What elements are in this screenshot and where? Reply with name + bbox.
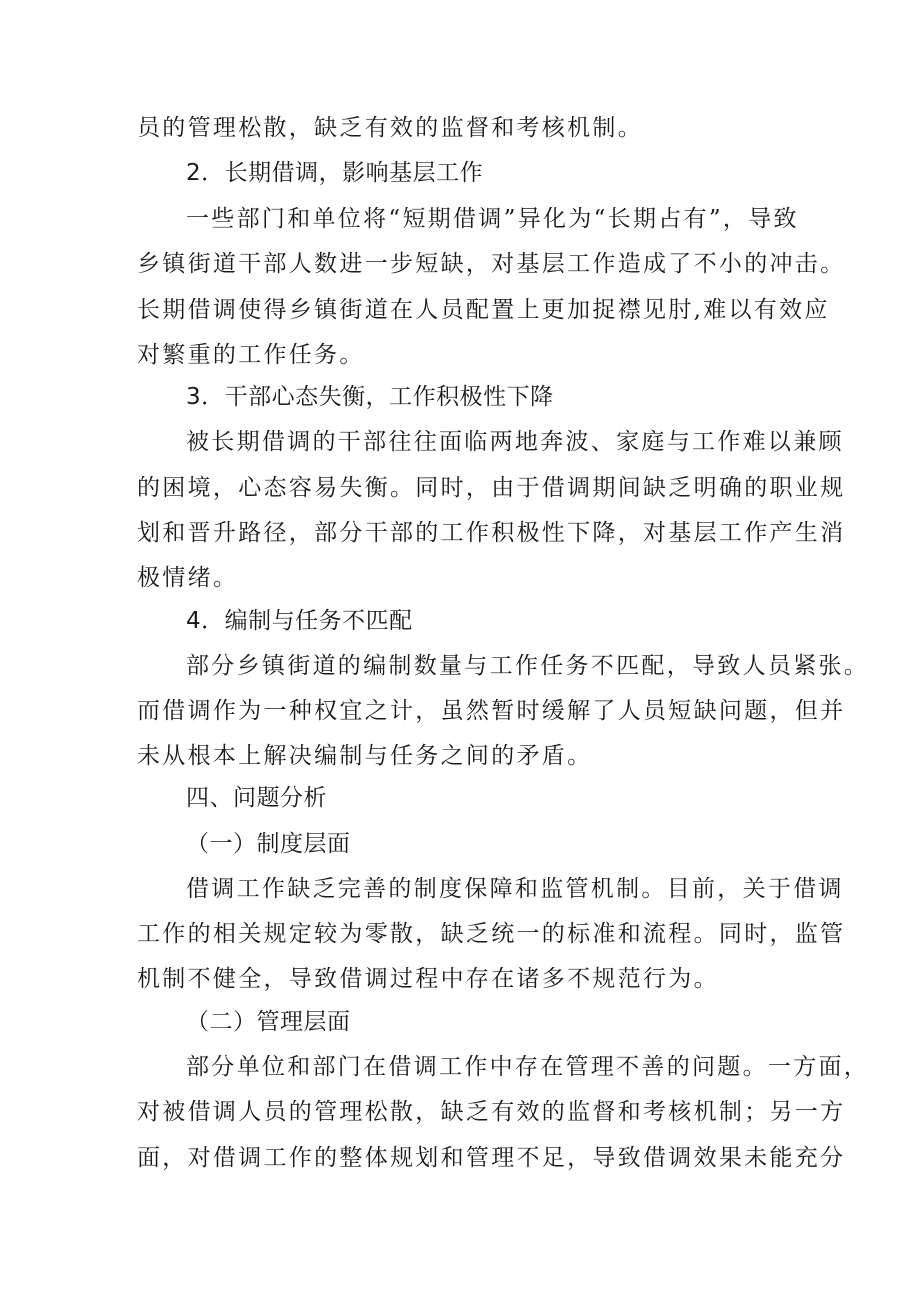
body-text-line: 划和晋升路径，部分干部的工作积极性下降，对基层工作产生消 <box>137 520 846 546</box>
body-text-line: 员的管理松散，缺乏有效的监督和考核机制。 <box>137 115 643 141</box>
section-heading-3: 3．干部心态失衡，工作积极性下降 <box>186 384 554 410</box>
body-text-line: 被长期借调的干部往往面临两地奔波、家庭与工作难以兼顾 <box>186 429 844 455</box>
body-text-line: 而借调作为一种权宜之计，虽然暂时缓解了人员短缺问题，但并 <box>137 698 846 724</box>
section-heading-4: 4．编制与任务不匹配 <box>186 608 413 634</box>
body-text-line: 对繁重的工作任务。 <box>137 342 365 368</box>
body-text-line: 一些部门和单位将“短期借调”异化为“长期占有”，导致 <box>186 206 799 232</box>
section-heading-2: 2．长期借调，影响基层工作 <box>186 160 484 186</box>
body-text-line: 的困境，心态容易失衡。同时，由于借调期间缺乏明确的职业规 <box>137 475 846 501</box>
body-text-line: 乡镇街道干部人数进一步短缺，对基层工作造成了不小的冲击。 <box>137 251 846 277</box>
subsection-heading-2: （二）管理层面 <box>186 1009 351 1035</box>
body-text-line: 部分单位和部门在借调工作中存在管理不善的问题。一方面， <box>186 1054 870 1080</box>
body-text-line: 面，对借调工作的整体规划和管理不足，导致借调效果未能充分 <box>137 1145 846 1171</box>
subsection-heading-1: （一）制度层面 <box>186 831 351 857</box>
body-text-line: 对被借调人员的管理松散，缺乏有效的监督和考核机制；另一方 <box>137 1099 846 1125</box>
body-text-line: 部分乡镇街道的编制数量与工作任务不匹配，导致人员紧张。 <box>186 653 870 679</box>
body-text-line: 工作的相关规定较为零散，缺乏统一的标准和流程。同时，监管 <box>137 921 846 947</box>
chapter-heading: 四、问题分析 <box>186 785 327 811</box>
body-text-line: 长期借调使得乡镇街道在人员配置上更加捉襟见肘,难以有效应 <box>137 297 830 323</box>
body-text-line: 未从根本上解决编制与任务之间的矛盾。 <box>137 743 593 769</box>
body-text-line: 极情绪。 <box>137 565 239 591</box>
body-text-line: 借调工作缺乏完善的制度保障和监管机制。目前，关于借调 <box>186 876 844 902</box>
body-text-line: 机制不健全，导致借调过程中存在诸多不规范行为。 <box>137 966 719 992</box>
